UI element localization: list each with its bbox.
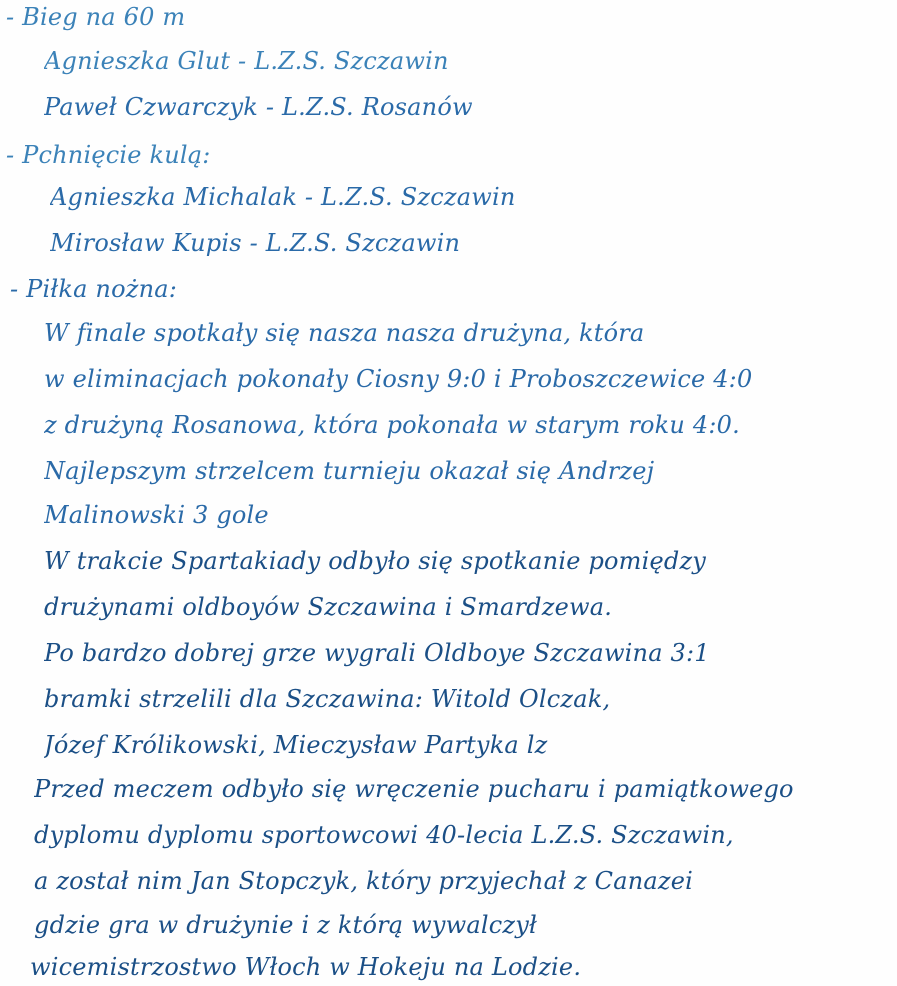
text-line: Najlepszym strzelcem turnieju okazał się Andrzej xyxy=(44,457,655,485)
text-line: a został nim Jan Stopczyk, który przyjechał z Canazei xyxy=(34,867,694,895)
text-line: Józef Królikowski, Mieczysław Partyka lz xyxy=(44,731,548,759)
text-line: wicemistrzostwo Włoch w Hokeju na Lodzie. xyxy=(30,953,582,981)
text-line: Przed meczem odbyło się wręczenie pucharu i pamiątkowego xyxy=(34,775,794,803)
text-line: Agnieszka Michalak - L.Z.S. Szczawin xyxy=(50,183,516,211)
text-line: bramki strzelili dla Szczawina: Witold Olczak, xyxy=(44,685,611,713)
text-line: drużynami oldboyów Szczawina i Smardzewa. xyxy=(44,593,613,621)
text-line: - Bieg na 60 m xyxy=(6,3,186,31)
text-line: dyplomu dyplomu sportowcowi 40-lecia L.Z.S. Szczawin, xyxy=(34,821,734,849)
text-line: Po bardzo dobrej grze wygrali Oldboye Szczawina 3:1 xyxy=(44,639,710,667)
text-line: gdzie gra w drużynie i z którą wywalczył xyxy=(34,911,537,939)
text-line: Malinowski 3 gole xyxy=(44,501,269,529)
text-line: - Piłka nożna: xyxy=(10,275,178,303)
text-line: w eliminacjach pokonały Ciosny 9:0 i Proboszczewice 4:0 xyxy=(44,365,753,393)
text-line: Paweł Czwarczyk - L.Z.S. Rosanów xyxy=(44,93,473,121)
text-line: W finale spotkały się nasza nasza drużyna, która xyxy=(44,319,645,347)
text-line: Mirosław Kupis - L.Z.S. Szczawin xyxy=(50,229,461,257)
text-line: z drużyną Rosanowa, która pokonała w starym roku 4:0. xyxy=(44,411,740,439)
text-line: W trakcie Spartakiady odbyło się spotkanie pomiędzy xyxy=(44,547,707,575)
text-line: Agnieszka Glut - L.Z.S. Szczawin xyxy=(44,47,449,75)
text-line: - Pchnięcie kulą: xyxy=(6,141,211,169)
